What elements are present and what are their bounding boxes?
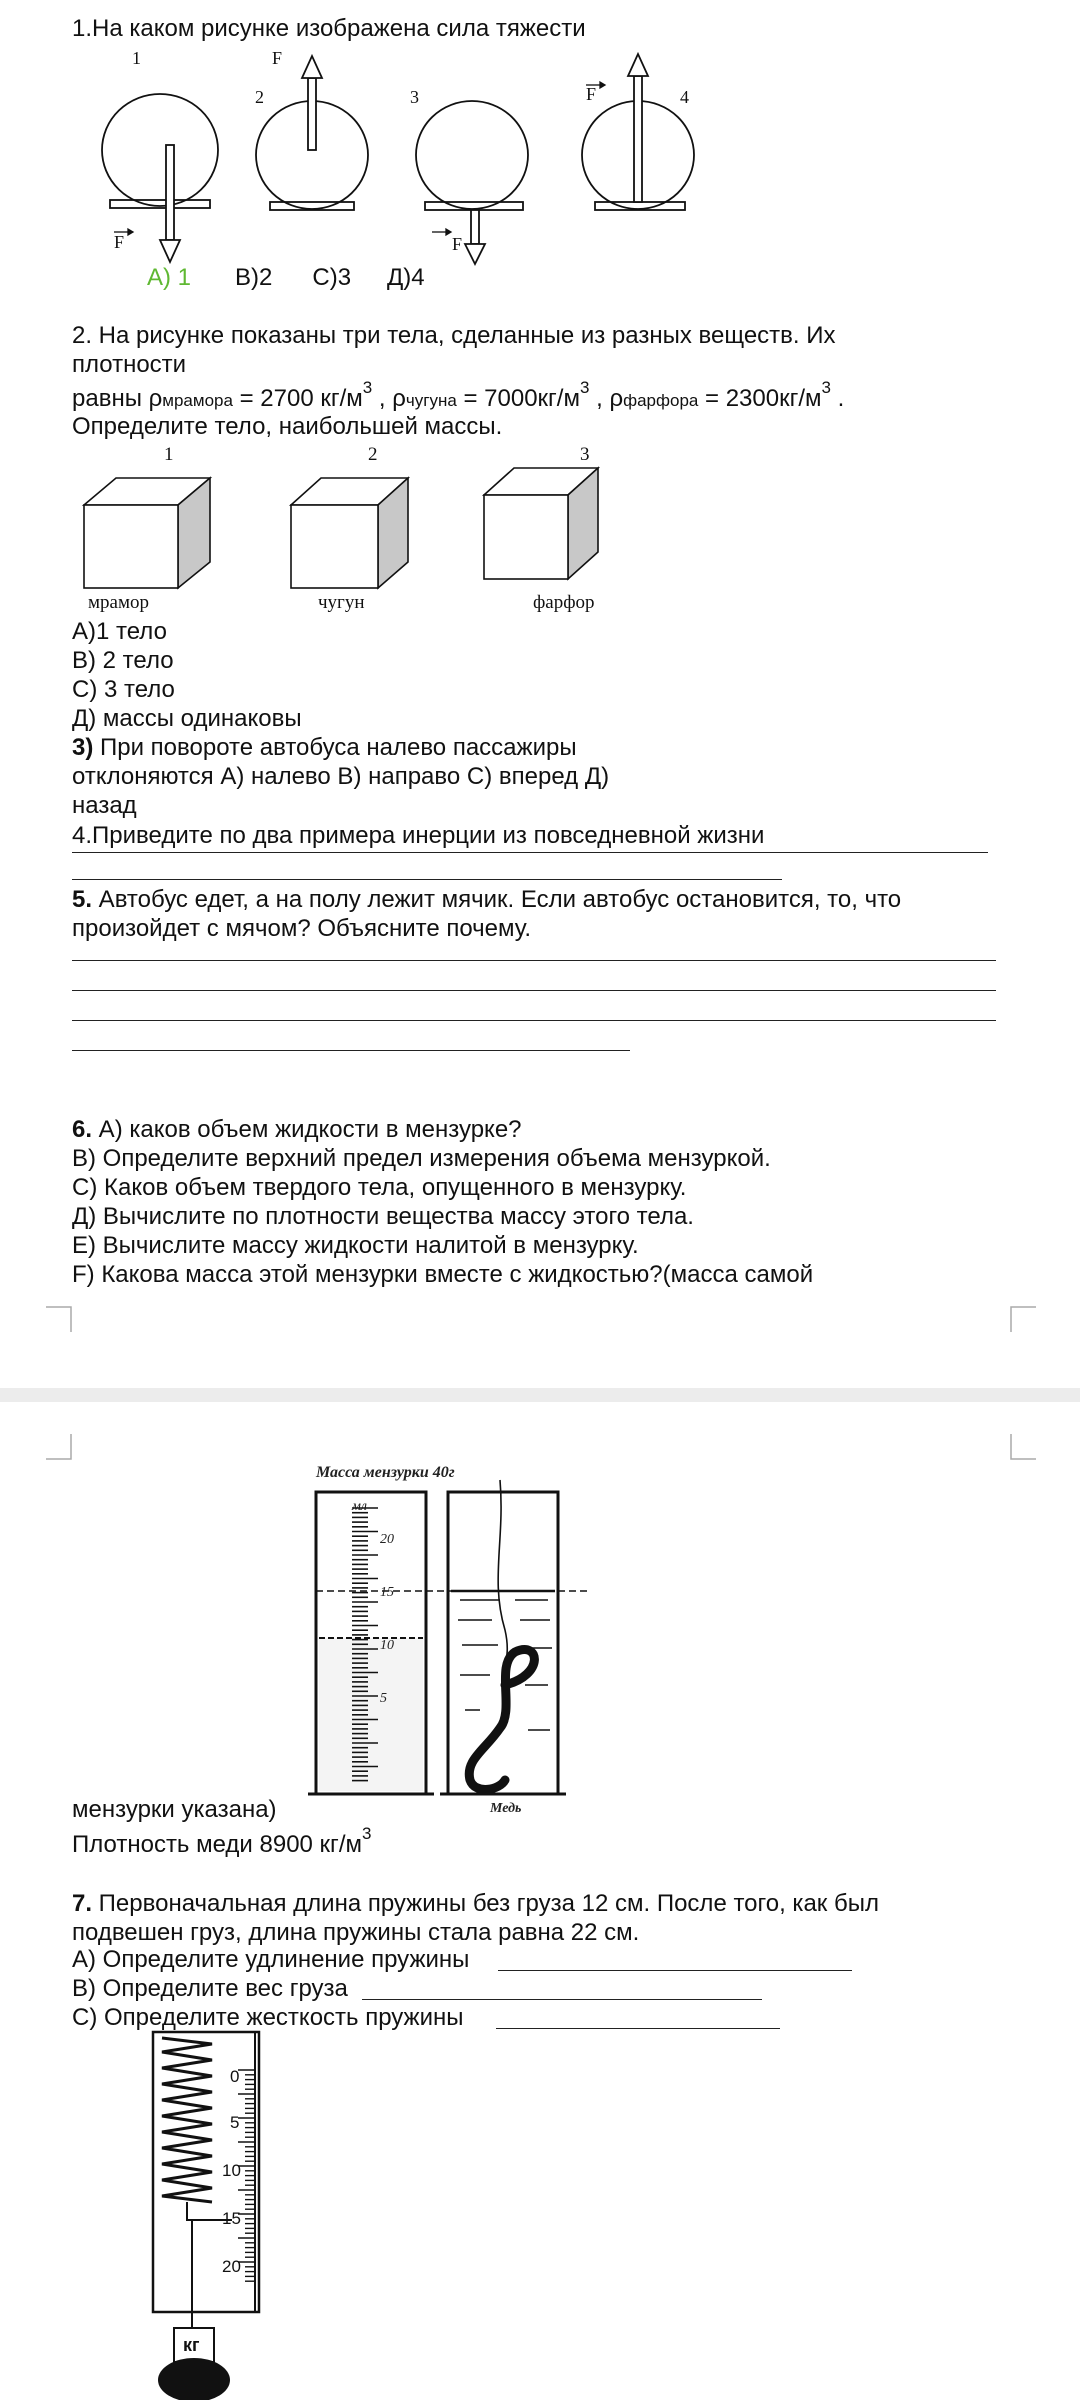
scale-label-5: 5 (380, 1691, 387, 1706)
page-2-corner-right (1010, 1434, 1036, 1460)
q6-cylinders-figure (300, 1460, 590, 1820)
scale-label-20: 20 (380, 1532, 394, 1547)
cube-number-3: 3 (580, 444, 590, 465)
q5-answer-line-3[interactable] (72, 1020, 996, 1021)
separator: , ρ (372, 385, 406, 412)
q2-densities (72, 378, 845, 415)
cube-3-front (484, 495, 568, 579)
porcelain-density: = 2300кг/м (698, 385, 822, 412)
spring-scale-label-0: 0 (230, 2067, 240, 2086)
cube-2-front (291, 505, 378, 588)
q6-part-c: С) Каков объем твердого тела, опущенного в мензурку. (72, 1174, 687, 1201)
q7-number: 7. (72, 1890, 93, 1917)
q4-number (72, 821, 764, 850)
copper-density (72, 1824, 372, 1861)
q6-part-a: А) каков объем жидкости в мензурке? (92, 1116, 522, 1143)
q6-part-d: Д) Вычислите по плотности вещества массу этого тела. (72, 1203, 694, 1230)
q7-line-2: подвешен груз, длина пружины стала равна 22 см. (72, 1919, 640, 1946)
q3-line-1 (72, 733, 577, 762)
cube-superscript: 3 (821, 378, 831, 397)
q1-option-d[interactable]: Д)4 (387, 264, 425, 291)
q6-continuation: мензурки указана) (72, 1796, 277, 1823)
cube-superscript: 3 (361, 1824, 372, 1843)
cylinder-2 (448, 1492, 558, 1794)
q1-figure (90, 40, 730, 270)
spring-scale-label-10: 10 (222, 2161, 241, 2180)
cube-label-iron: чугун (318, 592, 365, 613)
cube-label-porcelain: фарфор (533, 592, 595, 613)
q2-cubes-figure (78, 440, 638, 620)
page-2-corner-left (46, 1434, 72, 1460)
iron-subscript: чугуна (405, 391, 457, 410)
q5-number: 5. (72, 886, 93, 913)
copper-label: Медь (490, 1801, 522, 1816)
q5-answer-line-4[interactable] (72, 1050, 630, 1051)
q1-options (147, 263, 425, 292)
q5-answer-line-1[interactable] (72, 960, 996, 961)
cube-1-front (84, 505, 178, 588)
q6-part-f: F) Какова масса этой мензурки вместе с жидкостью?(масса самой (72, 1261, 814, 1288)
q1-fig-number-4: 4 (680, 87, 689, 107)
q1-force-label-3: F (452, 234, 463, 254)
q1-option-c[interactable]: С)3 (312, 264, 352, 291)
scale-label-15: 15 (380, 1585, 394, 1600)
q7-part-c: С) Определите жесткость пружины (72, 2004, 464, 2031)
q1-force-label-2: F (272, 48, 283, 68)
q2-option-d[interactable]: Д) массы одинаковы (72, 705, 302, 732)
spring-coil (162, 2038, 212, 2202)
q5-text: Автобус едет, а на полу лежит мячик. Если автобус остановится, то, что (92, 886, 902, 913)
q2-option-a[interactable]: А)1 тело (72, 618, 167, 645)
q5-answer-line-2[interactable] (72, 990, 996, 991)
q1-fig-number-1: 1 (132, 48, 141, 68)
q2-line-2: плотности (72, 351, 187, 378)
q7-line-1 (72, 1889, 879, 1918)
cube-number-2: 2 (368, 444, 378, 465)
q1-force-arrow-1 (166, 145, 174, 240)
cylinder-unit: мл (352, 1499, 368, 1514)
q7-part-b: В) Определите вес груза (72, 1975, 348, 2002)
density-prefix: равны ρ (72, 385, 163, 412)
copper-body (469, 1650, 534, 1790)
q1-force-arrow-4 (634, 76, 642, 202)
q3-text: При повороте автобуса налево пассажиры (93, 734, 577, 761)
q4-text: 4.Приведите по два примера инерции из повседневной жизни (72, 822, 765, 849)
q7-answer-line-a[interactable] (498, 1970, 852, 1971)
spring-scale-label-5: 5 (230, 2113, 240, 2132)
separator: , ρ (589, 385, 624, 412)
period: . (831, 385, 845, 412)
q7-text: Первоначальная длина пружины без груза 12 см. После того, как был (92, 1890, 879, 1917)
cube-label-marble: мрамор (88, 592, 149, 613)
q6-line-1 (72, 1115, 522, 1144)
q1-force-label-4: F (586, 84, 597, 104)
q4-answer-line-1[interactable] (72, 852, 988, 853)
q3-line-2: отклоняются А) налево В) направо С) вперед Д) (72, 763, 610, 790)
q7-answer-line-b[interactable] (362, 1999, 762, 2000)
q2-line-4: Определите тело, наибольшей массы. (72, 413, 503, 440)
q1-body-3 (416, 101, 528, 209)
cube-superscript: 3 (362, 378, 373, 397)
cylinder-caption: Масса мензурки 40г (316, 1464, 455, 1481)
porcelain-subscript: фарфора (623, 391, 699, 410)
copper-density-text: Плотность меди 8900 кг/м (72, 1831, 362, 1858)
q2-option-b[interactable]: В) 2 тело (72, 647, 174, 674)
iron-density: = 7000кг/м (456, 385, 580, 412)
marble-subscript: мрамора (162, 391, 233, 410)
q2-line-1: 2. На рисунке показаны три тела, сделанные из разных веществ. Их (72, 322, 836, 349)
scale-label-10: 10 (380, 1638, 394, 1653)
q1-option-a[interactable]: А) 1 (147, 264, 192, 291)
cube-superscript: 3 (579, 378, 590, 397)
marble-density: = 2700 кг/м (232, 385, 363, 412)
q1-force-label-1: F (114, 232, 125, 252)
q5-line-1 (72, 885, 901, 914)
weight-unit-label: кг (183, 2335, 200, 2355)
q4-answer-line-2[interactable] (72, 879, 782, 880)
spring-scale-label-15: 15 (222, 2209, 241, 2228)
page-1-corner-left (46, 1306, 72, 1332)
q1-force-arrow-3 (471, 210, 479, 244)
q1-fig-number-3: 3 (410, 87, 419, 107)
q2-option-c[interactable]: С) 3 тело (72, 676, 175, 703)
q1-body-1 (102, 94, 218, 206)
q6-number: 6. (72, 1116, 93, 1143)
page-gap (0, 1388, 1080, 1402)
page-1-corner-right (1010, 1306, 1036, 1332)
q6-part-e: Е) Вычислите массу жидкости налитой в мензурку. (72, 1232, 639, 1259)
q5-line-2: произойдет с мячом? Объясните почему. (72, 915, 532, 942)
weight-ball (158, 2358, 230, 2400)
q7-answer-line-c[interactable] (496, 2028, 780, 2029)
q1-option-b[interactable]: В)2 (235, 264, 273, 291)
spring-scale-label-20: 20 (222, 2257, 241, 2276)
q1-fig-number-2: 2 (255, 87, 264, 107)
q1-title: 1.На каком рисунке изображена сила тяжести (72, 15, 586, 42)
document-page-2 (0, 1402, 1080, 2400)
q6-part-b: В) Определите верхний предел измерения объема мензуркой. (72, 1145, 771, 1172)
copper-thread (498, 1480, 507, 1685)
cube-number-1: 1 (164, 444, 174, 465)
q3-number: 3) (72, 734, 94, 761)
q3-line-3: назад (72, 792, 137, 819)
cylinder-1-liquid (319, 1638, 423, 1791)
q7-spring-scale-figure (150, 2030, 290, 2400)
q7-part-a: А) Определите удлинение пружины (72, 1946, 470, 1973)
q1-force-arrow-2 (308, 78, 316, 150)
